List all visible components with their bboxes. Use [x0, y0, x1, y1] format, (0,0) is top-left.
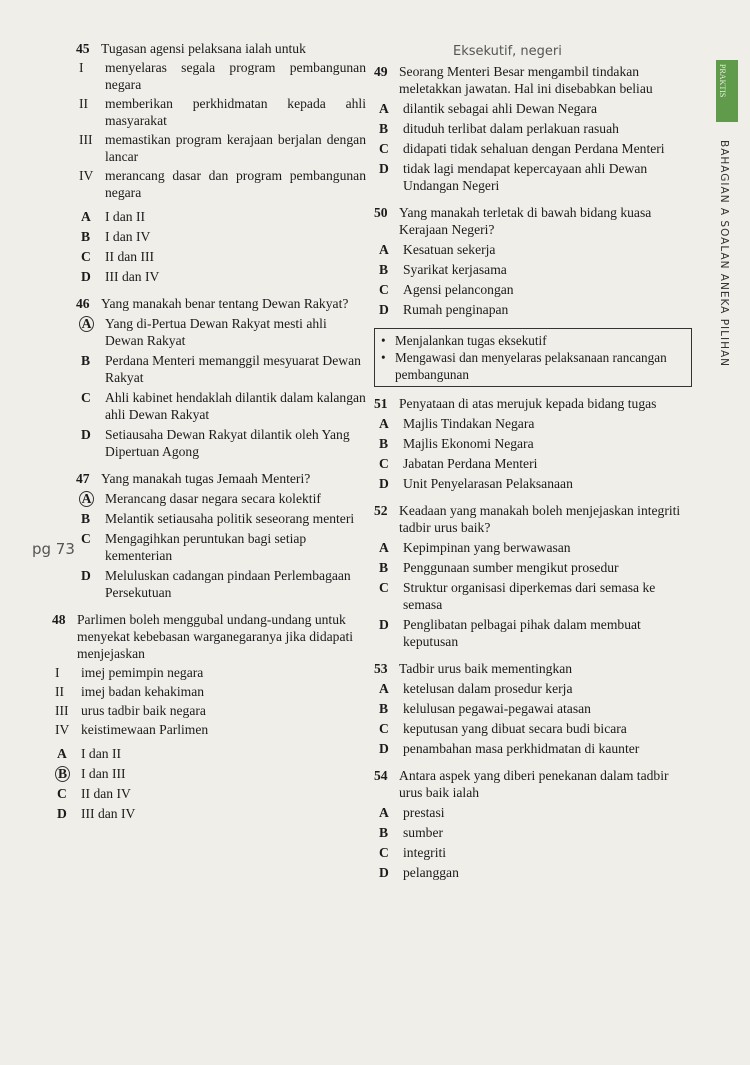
question-number: 46 — [76, 296, 90, 311]
option-text: Mengagihkan peruntukan bagi setiap kementerian — [105, 531, 307, 563]
statement-numeral: I — [55, 665, 60, 680]
stimulus-box: • Menjalankan tugas eksekutif • Mengawasi dan menyelaras pelaksanaan rancangan pembangunan — [374, 328, 692, 387]
handwritten-page-ref: pg 73 — [32, 540, 75, 558]
option-text: Penggunaan sumber mengikut prosedur — [403, 560, 619, 575]
option-letter: C — [379, 141, 389, 156]
option-letter: C — [81, 390, 91, 405]
option-text: Merancang dasar negara secara kolektif — [105, 491, 321, 506]
statement — [52, 683, 366, 700]
option-text: II dan IV — [81, 786, 131, 801]
option-b[interactable] — [374, 824, 692, 841]
option-text: pelanggan — [403, 865, 459, 880]
statement-numeral: IV — [79, 168, 94, 183]
stimulus-line: Menjalankan tugas eksekutif — [395, 333, 547, 348]
option-letter: D — [379, 741, 389, 756]
question-text: Yang manakah terletak di bawah bidang kuasa Kerajaan Negeri? — [399, 205, 652, 237]
option-text: Unit Penyelarasan Pelaksanaan — [403, 476, 573, 491]
option-letter: A — [379, 242, 389, 257]
option-text: dilantik sebagai ahli Dewan Negara — [403, 101, 598, 116]
statement — [52, 702, 366, 719]
option-text: Ahli kabinet hendaklah dilantik dalam kalangan ahli Dewan Rakyat — [105, 390, 366, 422]
statement — [76, 59, 366, 93]
question-number: 52 — [374, 503, 388, 518]
question-text: Tugasan agensi pelaksana ialah untuk — [101, 41, 306, 56]
option-text: prestasi — [403, 805, 445, 820]
option-letter: A — [81, 209, 91, 224]
statement-numeral: I — [79, 60, 84, 75]
answer-circle-icon: A — [79, 491, 94, 507]
option-letter: B — [379, 825, 389, 840]
question-54 — [374, 767, 692, 881]
statement — [52, 664, 366, 681]
statement-text: memastikan program kerajaan berjalan dengan lancar — [105, 132, 366, 164]
option-text: Jabatan Perdana Menteri — [403, 456, 538, 471]
statement-text: merancang dasar dan program pembangunan negara — [105, 168, 366, 200]
sidebar-tab — [716, 60, 738, 122]
option-text: sumber — [403, 825, 444, 840]
question-number: 49 — [374, 64, 388, 79]
option-c[interactable] — [374, 579, 692, 613]
option-letter: D — [81, 568, 91, 583]
option-letter: C — [81, 531, 91, 546]
stimulus-line: Mengawasi dan menyelaras pelaksanaan rancangan pembangunan — [395, 350, 667, 382]
option-letter: A — [379, 805, 389, 820]
option-c[interactable] — [76, 248, 366, 265]
option-text: didapati tidak sehaluan dengan Perdana Menteri — [403, 141, 665, 156]
answer-circle-icon: B — [55, 766, 70, 782]
option-letter: D — [379, 865, 389, 880]
sidebar-tab-text: PRAKTIS — [718, 64, 727, 98]
option-letter: D — [379, 302, 389, 317]
statement — [52, 721, 366, 738]
option-d[interactable] — [374, 475, 692, 492]
statement-numeral: II — [79, 96, 89, 111]
question-50 — [374, 204, 692, 318]
question-52 — [374, 502, 692, 650]
option-c[interactable] — [374, 140, 692, 157]
option-a[interactable] — [374, 539, 692, 556]
statement-numeral: IV — [55, 722, 70, 737]
option-text: I dan II — [105, 209, 146, 224]
question-text: Keadaan yang manakah boleh menjejaskan integriti tadbir urus baik? — [399, 503, 681, 535]
option-letter: B — [379, 560, 389, 575]
question-number: 53 — [374, 661, 388, 676]
option-text: Kepimpinan yang berwawasan — [403, 540, 571, 555]
option-letter: C — [379, 845, 389, 860]
sidebar-section-label: BAHAGIAN A SOALAN ANEKA PILIHAN — [718, 140, 730, 368]
option-d[interactable] — [52, 805, 366, 822]
option-d[interactable] — [374, 864, 692, 881]
option-letter: B — [379, 436, 389, 451]
option-d[interactable] — [374, 301, 692, 318]
option-text: I dan IV — [105, 229, 151, 244]
question-51 — [374, 395, 692, 492]
option-letter: D — [81, 427, 91, 442]
statement-numeral: II — [55, 684, 65, 699]
question-53 — [374, 660, 692, 757]
option-letter: B — [379, 262, 389, 277]
option-letter: D — [379, 617, 389, 632]
statement — [76, 131, 366, 165]
option-c[interactable] — [52, 785, 366, 802]
option-c[interactable] — [374, 844, 692, 861]
question-number: 50 — [374, 205, 388, 220]
option-b[interactable] — [76, 510, 366, 527]
question-number: 45 — [76, 41, 90, 56]
sidebar — [716, 60, 738, 368]
question-text: Tadbir urus baik mementingkan — [399, 661, 573, 676]
right-column — [374, 63, 692, 891]
option-text: I dan II — [81, 746, 122, 761]
option-text: I dan III — [81, 766, 126, 781]
option-b[interactable] — [374, 261, 692, 278]
option-a[interactable] — [374, 680, 692, 697]
question-number: 54 — [374, 768, 388, 783]
question-number: 47 — [76, 471, 90, 486]
option-a[interactable] — [374, 241, 692, 258]
option-letter: D — [379, 161, 389, 176]
option-letter: C — [379, 721, 389, 736]
option-b[interactable] — [76, 352, 366, 386]
question-text: Parlimen boleh menggubal undang-undang untuk menyekat kebebasan warganegaranya jika didapati menjejaskan — [77, 612, 354, 661]
option-b[interactable] — [374, 700, 692, 717]
statement-text: menyelaras segala program pembangunan negara — [105, 60, 366, 92]
option-text: Majlis Tindakan Negara — [403, 416, 535, 431]
statement — [76, 167, 366, 201]
option-b[interactable] — [76, 228, 366, 245]
option-text: integriti — [403, 845, 447, 860]
option-text: Majlis Ekonomi Negara — [403, 436, 534, 451]
option-letter: D — [379, 476, 389, 491]
option-b[interactable] — [374, 120, 692, 137]
option-c[interactable] — [374, 455, 692, 472]
option-text: III dan IV — [81, 806, 136, 821]
question-47 — [76, 470, 366, 601]
question-number: 51 — [374, 396, 388, 411]
question-46 — [76, 295, 366, 460]
statement-numeral: III — [55, 703, 69, 718]
option-text: Agensi pelancongan — [403, 282, 514, 297]
option-d[interactable] — [76, 426, 366, 460]
option-a[interactable] — [374, 100, 692, 117]
option-text: II dan III — [105, 249, 155, 264]
option-letter: A — [379, 681, 389, 696]
question-45 — [76, 40, 366, 285]
option-text: Perdana Menteri memanggil mesyuarat Dewan Rakyat — [105, 353, 361, 385]
option-b[interactable] — [52, 765, 366, 782]
option-text: penambahan masa perkhidmatan di kaunter — [403, 741, 640, 756]
option-text: Rumah penginapan — [403, 302, 509, 317]
option-text: tidak lagi mendapat kepercayaan ahli Dewan Undangan Negeri — [403, 161, 648, 193]
option-b[interactable] — [374, 435, 692, 452]
option-text: dituduh terlibat dalam perlakuan rasuah — [403, 121, 619, 136]
option-letter: A — [379, 101, 389, 116]
statement-text: memberikan perkhidmatan kepada ahli masyarakat — [105, 96, 366, 128]
option-text: ketelusan dalam prosedur kerja — [403, 681, 573, 696]
option-letter: C — [379, 580, 389, 595]
option-letter: B — [81, 353, 91, 368]
option-c[interactable] — [76, 530, 366, 564]
option-a[interactable] — [52, 745, 366, 762]
option-text: Syarikat kerjasama — [403, 262, 507, 277]
option-a[interactable] — [76, 208, 366, 225]
option-letter: A — [379, 416, 389, 431]
question-text: Yang manakah tugas Jemaah Menteri? — [101, 471, 311, 486]
option-text: Melantik setiausaha politik seseorang menteri — [105, 511, 355, 526]
statement-numeral: III — [79, 132, 93, 147]
option-letter: D — [57, 806, 67, 821]
option-text: III dan IV — [105, 269, 160, 284]
option-a[interactable] — [374, 804, 692, 821]
option-letter: A — [57, 746, 67, 761]
statement — [76, 95, 366, 129]
option-letter: D — [81, 269, 91, 284]
statement-text: urus tadbir baik negara — [81, 703, 206, 718]
option-letter: B — [379, 121, 389, 136]
statement-text: imej pemimpin negara — [81, 665, 204, 680]
question-text: Yang manakah benar tentang Dewan Rakyat? — [101, 296, 349, 311]
option-d[interactable] — [374, 160, 692, 194]
option-a[interactable] — [374, 415, 692, 432]
option-d[interactable] — [76, 268, 366, 285]
option-d[interactable] — [76, 567, 366, 601]
option-text: Setiausaha Dewan Rakyat dilantik oleh Yang Dipertuan Agong — [105, 427, 350, 459]
question-text: Seorang Menteri Besar mengambil tindakan meletakkan jawatan. Hal ini disebabkan beliau — [399, 64, 653, 96]
statement-text: imej badan kehakiman — [81, 684, 205, 699]
option-text: keputusan yang dibuat secara budi bicara — [403, 721, 627, 736]
option-d[interactable] — [374, 740, 692, 757]
option-c[interactable] — [374, 281, 692, 298]
option-text: Meluluskan cadangan pindaan Perlembagaan Persekutuan — [105, 568, 351, 600]
option-d[interactable] — [374, 616, 692, 650]
question-text: Antara aspek yang diberi penekanan dalam tadbir urus baik ialah — [399, 768, 669, 800]
option-text: kelulusan pegawai-pegawai atasan — [403, 701, 591, 716]
option-letter: A — [379, 540, 389, 555]
answer-circle-icon: A — [79, 316, 94, 332]
option-letter: C — [379, 456, 389, 471]
question-text: Penyataan di atas merujuk kepada bidang tugas — [399, 396, 657, 411]
option-letter: B — [379, 701, 389, 716]
option-letter: B — [81, 511, 91, 526]
handwritten-note: Eksekutif, negeri — [453, 44, 562, 59]
question-48 — [52, 611, 366, 822]
option-text: Struktur organisasi diperkemas dari semasa ke semasa — [403, 580, 656, 612]
option-letter: C — [379, 282, 389, 297]
option-b[interactable] — [374, 559, 692, 576]
option-letter: B — [81, 229, 91, 244]
option-c[interactable] — [374, 720, 692, 737]
option-text: Penglibatan pelbagai pihak dalam membuat keputusan — [403, 617, 641, 649]
option-letter: C — [57, 786, 67, 801]
option-a[interactable] — [76, 315, 366, 349]
option-a[interactable] — [76, 490, 366, 507]
option-text: Kesatuan sekerja — [403, 242, 496, 257]
option-text: Yang di-Pertua Dewan Rakyat mesti ahli Dewan Rakyat — [105, 316, 327, 348]
question-49 — [374, 63, 692, 194]
option-letter: C — [81, 249, 91, 264]
question-number: 48 — [52, 612, 66, 627]
option-c[interactable] — [76, 389, 366, 423]
statement-text: keistimewaan Parlimen — [81, 722, 209, 737]
